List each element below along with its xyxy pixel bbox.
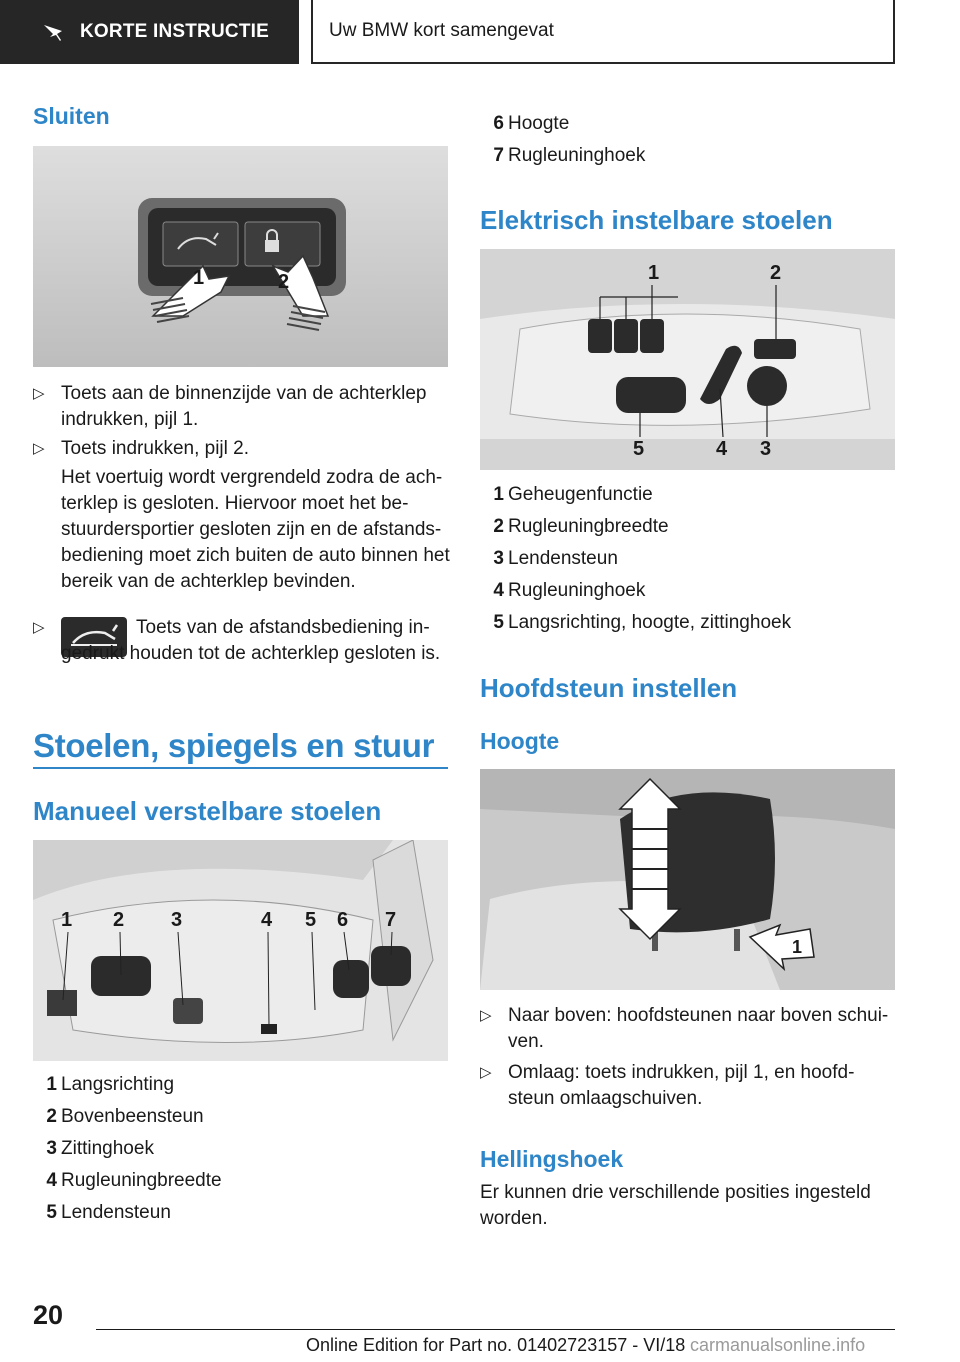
electric-seat-figure xyxy=(480,249,895,470)
headrest-height-heading: Hoogte xyxy=(480,728,560,754)
manual-seat-list xyxy=(33,1069,448,1229)
electric-seats-heading: Elektrisch instelbare stoelen xyxy=(480,205,833,235)
header-tab xyxy=(0,0,299,64)
list-item: 4 Rugleuninghoek xyxy=(493,580,646,601)
sluiten-note: Het voertuig wordt vergrendeld zodra de ach-terklep is gesloten. Hiervoor moet het be-stuurdersportier gesloten zijn en de afstands-bediening moet zich buiten de auto binnen het bereik van de achterklep bevinden. xyxy=(61,467,450,592)
callout-6: 6 xyxy=(337,909,349,931)
headrest-figure xyxy=(480,769,895,990)
list-item: 3 Zittinghoek xyxy=(46,1138,154,1159)
manual-seat-list-continued xyxy=(480,108,895,172)
manual-seats-heading: Manueel verstelbare stoelen xyxy=(33,796,382,826)
tailgate-buttons-figure xyxy=(33,146,448,367)
bullet-arrow-icon: ▷ xyxy=(33,619,45,636)
page-number: 20 xyxy=(33,1300,64,1330)
list-item: 3 Lendensteun xyxy=(493,548,618,569)
sluiten-heading: Sluiten xyxy=(33,103,110,129)
callout-4: 4 xyxy=(261,909,273,931)
list-item: 4 Rugleuningbreedte xyxy=(46,1170,222,1191)
headrest-bullet-1: ▷ Naar boven: hoofdsteunen naar boven schui-ven. xyxy=(480,1005,889,1052)
list-item: 2 Bovenbeensteun xyxy=(46,1106,204,1127)
manual-seat-figure xyxy=(33,840,448,1061)
bullet-arrow-icon: ▷ xyxy=(33,440,45,457)
footer-edition: Online Edition for Part no. 01402723157 - VI/18 xyxy=(306,1335,686,1355)
list-item: 5 Lendensteun xyxy=(46,1202,171,1223)
bullet-arrow-icon: ▷ xyxy=(33,385,45,402)
callout-1: 1 xyxy=(648,262,660,284)
callout-1: 1 xyxy=(61,909,73,931)
list-item: 1 Geheugenfunctie xyxy=(493,484,653,505)
header-section-title: Uw BMW kort samengevat xyxy=(311,0,895,64)
callout-1: 1 xyxy=(193,267,205,289)
sluiten-remote-bullet: ▷ Toets van de afstandsbediening in-gedrukt houden tot de achterklep gesloten is. xyxy=(33,617,441,664)
footer xyxy=(306,1335,685,1356)
header-tab-label: KORTE INSTRUCTIE xyxy=(80,21,269,42)
callout-3: 3 xyxy=(171,909,183,931)
callout-4: 4 xyxy=(716,438,728,460)
list-item: 2 Rugleuningbreedte xyxy=(493,516,669,537)
list-item: 7 Rugleuninghoek xyxy=(493,145,646,166)
callout-2: 2 xyxy=(278,271,290,293)
tilt-text: Er kunnen drie verschillende posities ingesteld worden. xyxy=(480,1182,871,1229)
callout-5: 5 xyxy=(305,909,317,931)
section-rule xyxy=(33,767,448,769)
watermark: carmanualsonline.info xyxy=(690,1335,866,1355)
headrest-bullet-2: ▷ Omlaag: toets indrukken, pijl 1, en hoofd-steun omlaagschuiven. xyxy=(480,1062,855,1109)
list-item: 5 Langsrichting, hoogte, zittinghoek xyxy=(493,612,792,633)
callout-1: 1 xyxy=(792,937,803,957)
section-heading-seats: Stoelen, spiegels en stuur xyxy=(33,727,435,764)
tilt-heading: Hellingshoek xyxy=(480,1146,624,1172)
callout-7: 7 xyxy=(385,909,397,931)
callout-5: 5 xyxy=(633,438,645,460)
callout-2: 2 xyxy=(113,909,125,931)
list-item: 1 Langsrichting xyxy=(46,1074,175,1095)
electric-seat-list xyxy=(480,479,895,639)
callout-3: 3 xyxy=(760,438,772,460)
headrest-heading: Hoofdsteun instellen xyxy=(480,673,738,703)
sluiten-bullet-2: ▷ Toets indrukken, pijl 2. xyxy=(33,436,448,462)
bullet-arrow-icon: ▷ xyxy=(480,1007,492,1024)
car-icon xyxy=(40,19,66,45)
bullet-arrow-icon: ▷ xyxy=(480,1064,492,1081)
list-item: 6 Hoogte xyxy=(493,113,570,134)
callout-2: 2 xyxy=(770,262,782,284)
footer-rule xyxy=(96,1329,895,1330)
sluiten-bullet-1: ▷ Toets aan de binnenzijde van de achterklep indrukken, pijl 1. xyxy=(33,383,427,430)
